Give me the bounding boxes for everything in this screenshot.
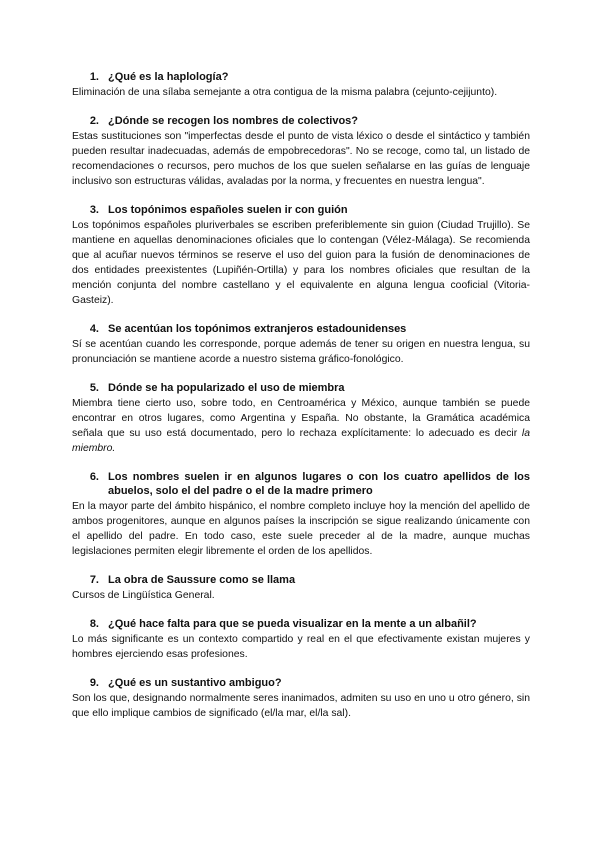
question-heading: [72, 381, 530, 395]
question-number: 9.: [89, 677, 99, 689]
question-text: ¿Qué hace falta para que se pueda visualizar en la mente a un albañil?: [108, 618, 477, 630]
question-heading: [72, 70, 530, 84]
answer-text: Sí se acentúan cuando les corresponde, porque además de tener su origen en nuestra lengua, su pronunciación se mantiene acorde a nuestro sistema gráfico-fonológico.: [72, 339, 530, 365]
question-number: 2.: [89, 115, 99, 127]
question-number: 3.: [89, 204, 99, 216]
question-text: Dónde se ha popularizado el uso de miembra: [108, 382, 345, 394]
question-number: 5.: [89, 382, 99, 394]
qa-item-6: [72, 470, 530, 559]
question-number: 7.: [89, 574, 99, 586]
question-number: 1.: [89, 71, 99, 83]
question-heading: [72, 676, 530, 690]
answer-text: [72, 396, 530, 456]
answer-text: Cursos de Lingüística General.: [72, 590, 215, 601]
answer-text: Eliminación de una sílaba semejante a otra contigua de la misma palabra (cejunto-cejijunto).: [72, 87, 498, 98]
answer-text: Los topónimos españoles pluriverbales se escriben preferiblemente sin guion (Ciudad Trujillo). Se mantiene en aquellas denominaciones oficiales que lo contengan (Vélez-Málaga). Se recomienda que al acuñar nuevos términos se reserve el uso del guion para la fusión de denominaciones de dos entidades preexistentes (Lupiñén-Ortilla) y para los nombres oficiales que resultan de la mención conjunta del nombre castellano y el equivalente en alguna lengua cooficial (Vitoria-Gasteiz).: [72, 220, 530, 306]
answer-text-italic: la miembro.: [72, 428, 530, 454]
question-heading: [72, 573, 530, 587]
answer-text: Estas sustituciones son "imperfectas desde el punto de vista léxico o desde el sintáctico y también pueden resultar inadecuadas, además de empobrecedoras". No se recoge, como tal, un listado de recomendaciones o recursos, pero muchos de los que suelen señalarse en las guías de lenguaje inclusivo son estructuras válidas, avaladas por la norma, y frecuentes en nuestra lengua".: [72, 131, 530, 187]
question-text: ¿Dónde se recogen los nombres de colectivos?: [108, 115, 359, 127]
qa-item-1: [72, 70, 530, 100]
question-text: ¿Qué es un sustantivo ambiguo?: [108, 677, 282, 689]
question-text: Los nombres suelen ir en algunos lugares o con los cuatro apellidos de los abuelos, solo el del padre o el de la madre primero: [108, 471, 530, 497]
question-heading: [72, 617, 530, 631]
question-number: 8.: [89, 618, 99, 630]
qa-item-9: [72, 676, 530, 721]
answer-text-main: Miembra tiene cierto uso, sobre todo, en Centroamérica y México, aunque también se puede encontrar en otros lugares, como Argentina y España. No obstante, la Gramática académica señala que su uso está documentado, pero lo rechaza explícitamente: lo adecuado es decir: [72, 398, 530, 439]
qa-item-7: [72, 573, 530, 603]
question-number: 4.: [89, 323, 99, 335]
answer-text: En la mayor parte del ámbito hispánico, el nombre completo incluye hoy la mención del apellido de ambos progenitores, aunque en algunos países la inscripción se sigue realizando únicamente con el apellido del padre. En todo caso, este suele preceder al de la madre, aunque muchas legislaciones permiten elegir libremente el orden de los apellidos.: [72, 501, 530, 557]
question-heading: [72, 470, 530, 498]
question-heading: [72, 203, 530, 217]
question-text: Los topónimos españoles suelen ir con guión: [108, 204, 348, 216]
question-text: ¿Qué es la haplología?: [108, 71, 229, 83]
qa-item-8: [72, 617, 530, 662]
question-heading: [72, 322, 530, 336]
qa-item-5: [72, 381, 530, 456]
qa-item-2: [72, 114, 530, 189]
question-heading: [72, 114, 530, 128]
qa-item-3: [72, 203, 530, 308]
question-text: Se acentúan los topónimos extranjeros estadounidenses: [108, 323, 407, 335]
qa-item-4: [72, 322, 530, 367]
answer-text: Lo más significante es un contexto compartido y real en el que efectivamente existan mujeres y hombres ejerciendo esas profesiones.: [72, 634, 530, 660]
answer-text: Son los que, designando normalmente seres inanimados, admiten su uso en uno u otro género, sin que ello implique cambios de significado (el/la mar, el/la sal).: [72, 693, 530, 719]
question-number: 6.: [89, 471, 99, 483]
question-text: La obra de Saussure como se llama: [108, 574, 296, 586]
